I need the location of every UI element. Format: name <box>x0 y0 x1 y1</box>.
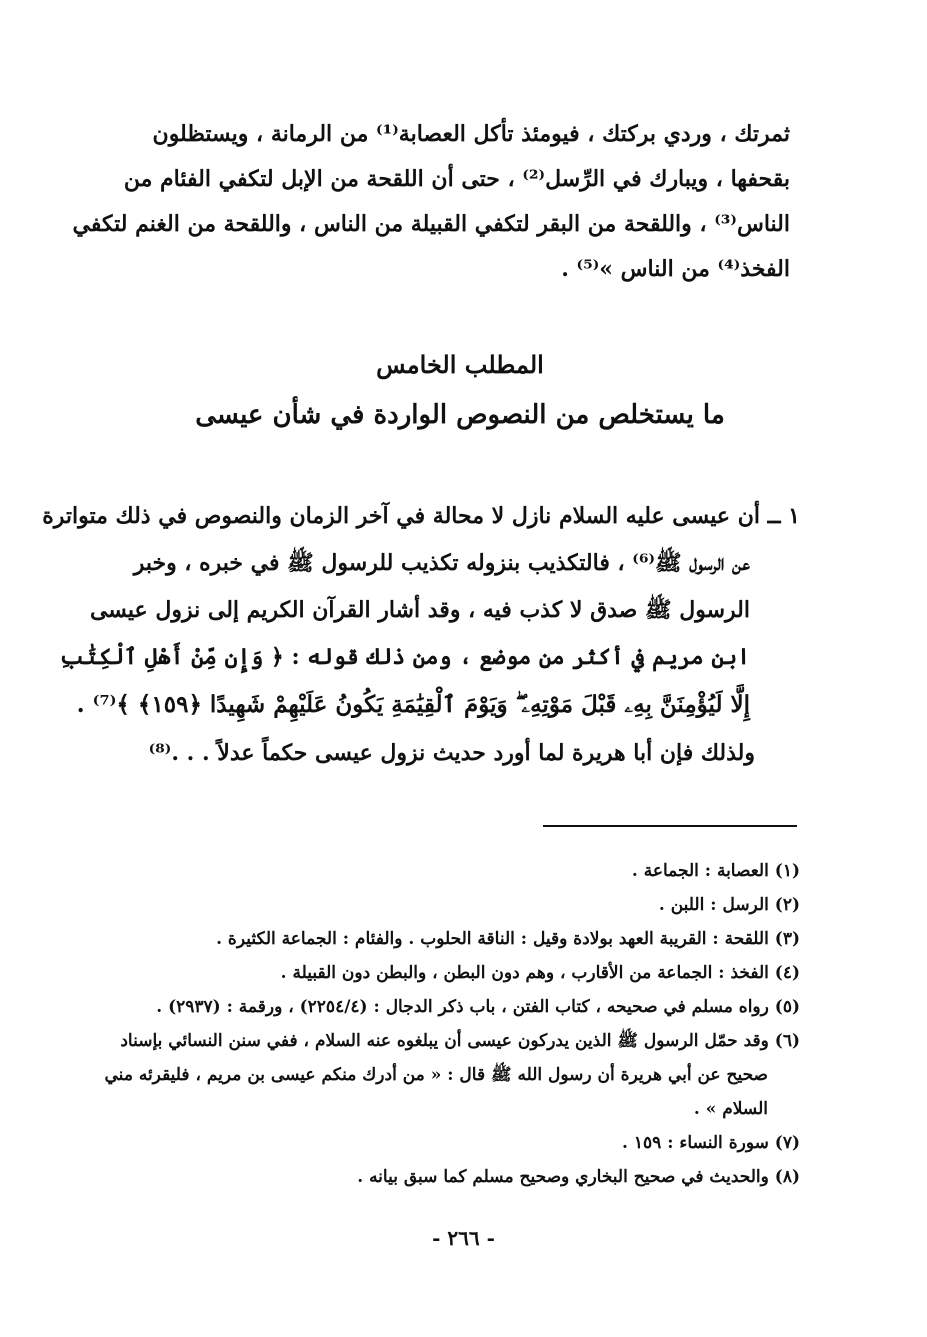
footnote-1: (١) العصابة : الجماعة . <box>631 861 800 881</box>
body-paragraph <box>42 493 800 728</box>
closing-text: ولذلك فإن أبا هريرة لما أورد حديث نزول عيسى حكماً عدلاً . . .⁽⁸⁾ <box>148 740 755 766</box>
intro-line-4: الفخذ⁽⁴⁾ من الناس »⁽⁵⁾ . <box>561 256 790 282</box>
body-line-3: الرسول ﷺ صدق لا كذب فيه ، وقد أشار القرآن الكريم إلى نزول عيسى <box>89 597 750 623</box>
page-number: - ٢٦٦ - <box>432 1226 495 1250</box>
body-line-2: عن الرسول ﷺ⁽⁶⁾ ، فالتكذيب بنزوله تكذيب للرسول ﷺ في خبره ، وخبر <box>133 550 750 576</box>
footnote-7: (٧) سورة النساء : ١٥٩ . <box>622 1133 800 1153</box>
footnote-3: (٣) اللقحة : القريبة العهد بولادة وقيل : الناقة الحلوب . والفئام : الجماعة الكثيرة . <box>216 929 800 949</box>
body-line-1: ١ ــ أن عيسى عليه السلام نازل لا محالة في آخر الزمان والنصوص في ذلك متواترة <box>42 503 800 529</box>
footnote-separator <box>543 825 797 827</box>
footnote-6-end: السلام » . <box>693 1099 768 1119</box>
body-line-5-verse: إِلَّا لَيُؤْمِنَنَّ بِهِۦ قَبْلَ مَوْتِهِۦ ۖ وَيَوْمَ ٱلْقِيَٰمَةِ يَكُونُ عَلَيْهِمْ شَهِيدًا ﴿١٥٩﴾ ﴾⁽⁷⁾ . <box>76 691 750 718</box>
footnote-8: (٨) والحديث في صحيح البخاري وصحيح مسلم كما سبق بيانه . <box>357 1167 800 1187</box>
footnote-2: (٢) الرسل : اللبن . <box>658 895 800 915</box>
footnote-6-continued: صحيح عن أبي هريرة أن رسول الله ﷺ قال : « من أدرك منكم عيسى بن مريم ، فليقرئه مني <box>104 1065 768 1085</box>
section-heading: المطلب الخامس <box>376 350 544 379</box>
intro-paragraph <box>72 112 790 292</box>
footnote-4: (٤) الفخذ : الجماعة من الأقارب ، وهم دون البطن ، والبطن دون القبيلة . <box>280 963 800 983</box>
intro-line-1: ثمرتك ، وردي بركتك ، فيومئذ تأكل العصابة⁽¹⁾ من الرمانة ، ويستظلون <box>152 121 790 147</box>
intro-line-3: الناس⁽³⁾ ، واللقحة من البقر لتكفي القبيلة من الناس ، واللقحة من الغنم لتكفي <box>72 211 790 237</box>
footnote-6: (٦) وقد حمّل الرسول ﷺ الذين يدركون عيسى أن يبلغوه عنه السلام ، ففي سنن النسائي بإسناد <box>120 1031 800 1051</box>
footnote-5: (٥) رواه مسلم في صحيحه ، كتاب الفتن ، باب ذكر الدجال : (٢٢٥٤/٤) ، ورقمة : (٢٩٣٧) . <box>156 997 800 1017</box>
body-line-4: ابن مريم في أكثر من موضع ، ومن ذلك قوله : ﴿ وَإِن مِّنْ أَهْلِ ٱلْكِتَٰبِ <box>59 644 750 670</box>
footnotes <box>104 854 800 1194</box>
intro-line-2: بقحفها ، ويبارك في الرِّسل⁽²⁾ ، حتى أن اللقحة من الإبل لتكفي الفئام من <box>123 166 790 192</box>
closing-paragraph <box>100 740 800 766</box>
section-subheading: ما يستخلص من النصوص الواردة في شأن عيسى <box>195 400 725 430</box>
